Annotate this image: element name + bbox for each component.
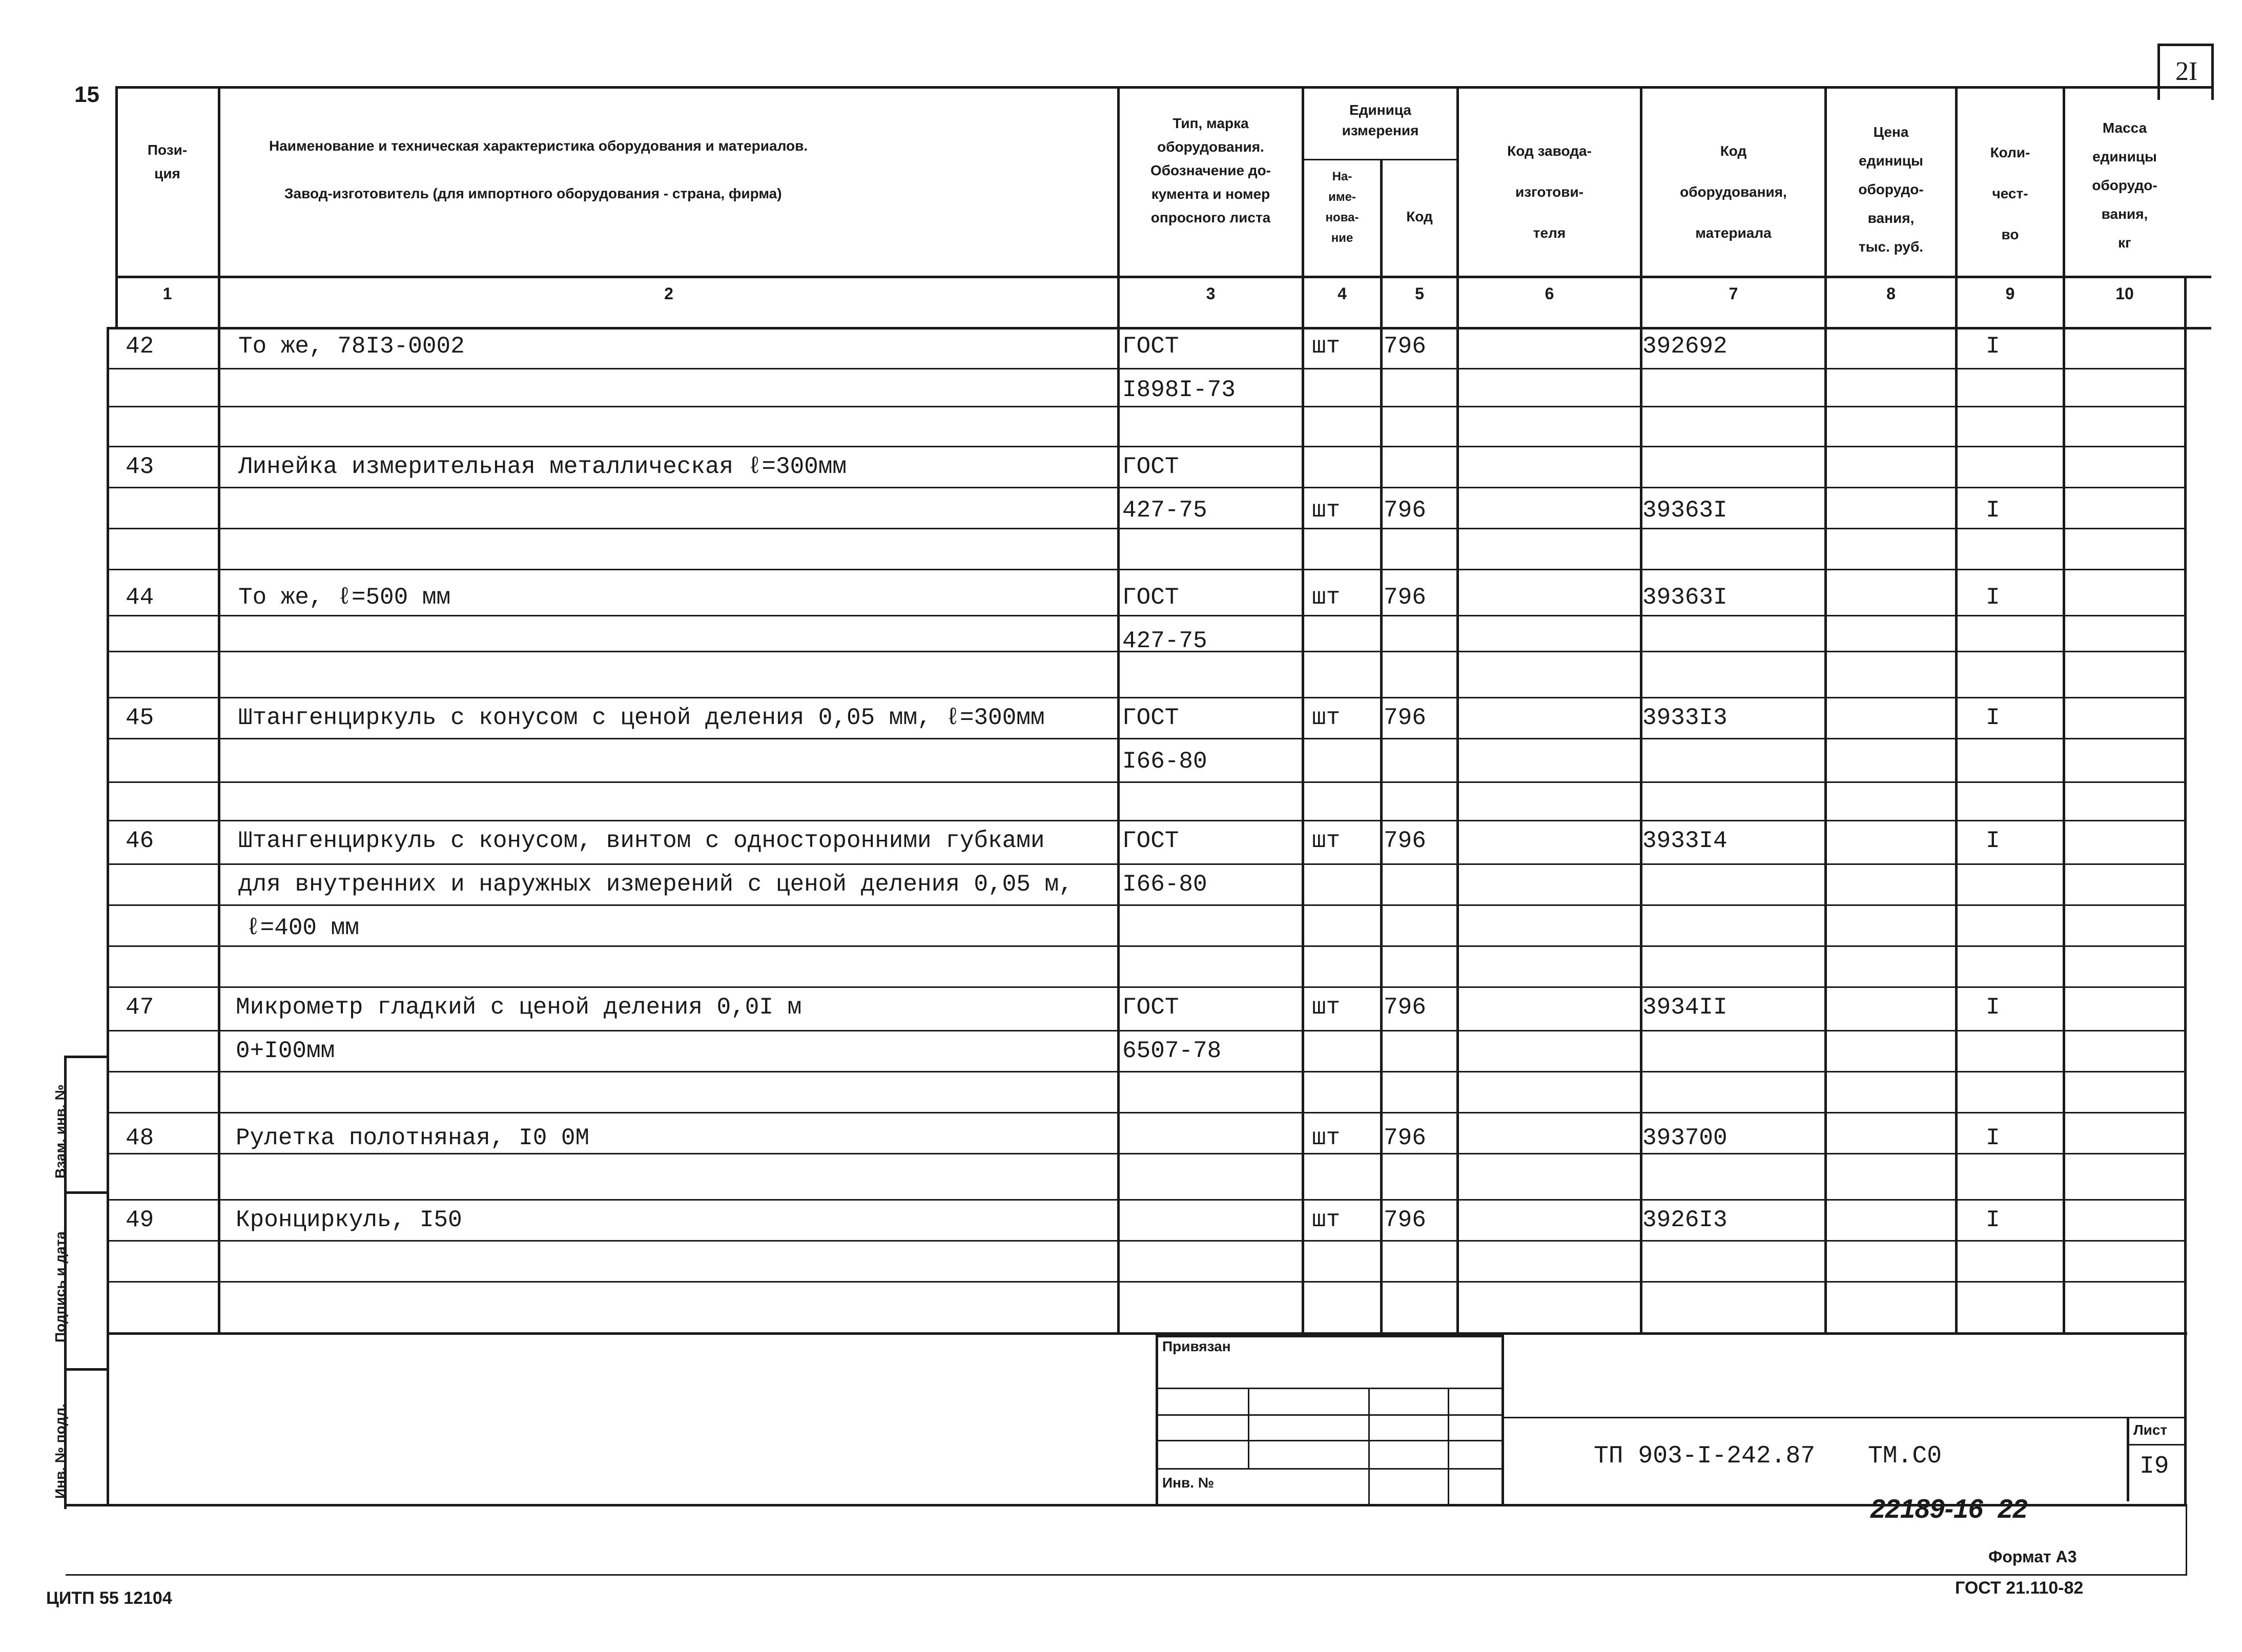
- colnum-10: 10: [2115, 284, 2134, 303]
- sheet-label: Лист: [2133, 1422, 2168, 1438]
- cell-name: Линейка измерительная металлическая ℓ=300мм: [238, 453, 847, 480]
- side-stamp-divider: [64, 1191, 108, 1194]
- sheet-number-top: 2I: [2175, 57, 2198, 86]
- cell-quantity: I: [1986, 497, 2000, 524]
- cell-doc: I66-80: [1122, 871, 1207, 898]
- cell-doc: 427-75: [1122, 497, 1207, 524]
- row-line: [108, 406, 2186, 407]
- row-line: [108, 820, 2186, 821]
- col-sep-9-10: [2063, 86, 2065, 1332]
- bottom-rule: [66, 1574, 2187, 1576]
- cell-position: 43: [126, 453, 154, 480]
- side-stamp-replace: Взам. инв. №: [52, 1084, 68, 1179]
- cell-name: То же, ℓ=500 мм: [238, 584, 451, 611]
- cell-material-code: 393700: [1642, 1125, 1727, 1151]
- archive-number: 22189-16 22: [1870, 1494, 2028, 1524]
- linked-line: [1156, 1388, 1501, 1389]
- cell-material-code: 3934II: [1642, 994, 1727, 1021]
- inv-no-label: Инв. №: [1162, 1475, 1215, 1491]
- cell-doc: ГОСТ: [1122, 333, 1179, 360]
- header-material-code: Код оборудования, материала: [1680, 143, 1787, 241]
- right-edge-line: [2186, 1504, 2187, 1576]
- header-price: Цена единицы оборудо- вания, тыс. руб.: [1858, 124, 1924, 255]
- header-unit-group: Единица измерения: [1342, 102, 1419, 138]
- cell-name: Штангенциркуль с конусом с ценой деления 0,05 мм, ℓ=300мм: [238, 705, 1045, 731]
- cell-doc: ГОСТ: [1122, 994, 1179, 1021]
- gost-label: ГОСТ 21.110-82: [1955, 1578, 2084, 1598]
- cell-unit: шт: [1312, 1207, 1341, 1233]
- cell-unit-code: 796: [1384, 994, 1426, 1021]
- row-line: [108, 697, 2186, 698]
- doc-code: ТП 903-I-242.87: [1594, 1442, 1816, 1470]
- cell-quantity: I: [1986, 1207, 2000, 1233]
- frame-right-line: [2184, 277, 2187, 1504]
- cell-material-code: 392692: [1642, 333, 1727, 360]
- side-stamp-divider: [64, 1368, 108, 1371]
- cell-unit: шт: [1312, 333, 1341, 360]
- cell-position: 42: [126, 333, 154, 360]
- cell-quantity: I: [1986, 584, 2000, 611]
- cell-material-code: 3933I4: [1642, 828, 1727, 854]
- side-stamp-sign-date: Подпись и дата: [52, 1231, 68, 1343]
- footer-left: ЦИТП 55 12104: [46, 1588, 172, 1608]
- colnum-3: 3: [1206, 284, 1216, 303]
- cell-unit: шт: [1312, 584, 1341, 611]
- linked-sep: [1248, 1388, 1249, 1470]
- cell-name: Штангенциркуль с конусом, винтом с односторонними губками: [238, 828, 1045, 854]
- row-line: [108, 1112, 2186, 1113]
- cell-quantity: I: [1986, 1125, 2000, 1151]
- cell-doc: ГОСТ: [1122, 828, 1179, 854]
- cell-position: 46: [126, 828, 154, 854]
- row-line: [108, 863, 2186, 865]
- linked-line: [1156, 1468, 1501, 1470]
- linked-sep: [1448, 1388, 1449, 1504]
- row-line: [108, 446, 2186, 447]
- col-sep-2-3: [1117, 86, 1120, 1332]
- row-line: [108, 781, 2186, 783]
- cell-unit: шт: [1312, 705, 1341, 731]
- row-line: [108, 1281, 2186, 1283]
- cell-quantity: I: [1986, 994, 2000, 1021]
- cell-position: 49: [126, 1207, 154, 1233]
- frame-top-line: [115, 86, 2211, 89]
- row-line: [108, 569, 2186, 570]
- cell-doc: I66-80: [1122, 748, 1207, 775]
- cell-doc: ГОСТ: [1122, 453, 1179, 480]
- side-stamp-inv-orig: Инв. № подл.: [52, 1403, 68, 1499]
- header-name-line1: Наименование и техническая характеристика оборудования и материалов.: [269, 138, 808, 154]
- linked-line: [1156, 1414, 1501, 1416]
- row-line: [108, 986, 2186, 988]
- col-sep-4-5: [1380, 159, 1383, 1332]
- table-bottom-line: [107, 1332, 2187, 1335]
- frame-bottom-line: [66, 1504, 2187, 1506]
- cell-doc: 427-75: [1122, 628, 1207, 654]
- row-line: [108, 487, 2186, 488]
- row-line: [108, 1240, 2186, 1242]
- cell-material-code: 3926I3: [1642, 1207, 1727, 1233]
- row-line: [108, 738, 2186, 739]
- row-line: [108, 1153, 2186, 1154]
- cell-unit-code: 796: [1384, 333, 1426, 360]
- colnum-4: 4: [1338, 284, 1347, 303]
- cell-material-code: 3933I3: [1642, 705, 1727, 731]
- cell-unit: шт: [1312, 828, 1341, 854]
- doc-suffix: ТМ.С0: [1868, 1442, 1942, 1470]
- col-sep-7-8: [1824, 86, 1827, 1332]
- cell-name: ℓ=400 мм: [246, 915, 359, 941]
- cell-position: 48: [126, 1125, 154, 1151]
- colnum-9: 9: [2005, 284, 2015, 303]
- header-mass: Масса единицы оборудо- вания, кг: [2092, 120, 2157, 251]
- cell-unit: шт: [1312, 994, 1341, 1021]
- cell-quantity: I: [1986, 333, 2000, 360]
- header-unit-code: Код: [1406, 209, 1433, 224]
- cell-name: для внутренних и наружных измерений с ценой деления 0,05 м,: [238, 871, 1073, 898]
- format-label: Формат А3: [1988, 1547, 2077, 1566]
- row-line: [108, 615, 2186, 616]
- row-line: [108, 945, 2186, 947]
- cell-unit-code: 796: [1384, 705, 1426, 731]
- sheet-number: I9: [2140, 1453, 2169, 1480]
- row-line: [108, 528, 2186, 529]
- row-line: [108, 1071, 2186, 1072]
- colnum-2: 2: [664, 284, 673, 303]
- cell-position: 44: [126, 584, 154, 611]
- header-bottom-line: [115, 276, 2211, 278]
- cell-name: Рулетка полотняная, I0 0М: [236, 1125, 590, 1151]
- cell-position: 47: [126, 994, 154, 1021]
- cell-unit-code: 796: [1384, 584, 1426, 611]
- colnum-6: 6: [1545, 284, 1554, 303]
- colnum-bottom-line: [108, 327, 2211, 329]
- col-sep-5-6: [1456, 86, 1459, 1332]
- title-block-line: [1501, 1417, 2186, 1418]
- cell-unit: шт: [1312, 1125, 1341, 1151]
- side-stamp: [64, 1056, 108, 1509]
- linked-sep: [1368, 1388, 1370, 1504]
- cell-quantity: I: [1986, 705, 2000, 731]
- row-line: [108, 904, 2186, 906]
- linked-label: Привязан: [1162, 1338, 1231, 1354]
- cell-doc: I898I-73: [1122, 377, 1236, 403]
- cell-doc: 6507-78: [1122, 1038, 1222, 1064]
- cell-unit-code: 796: [1384, 1125, 1426, 1151]
- cell-doc: ГОСТ: [1122, 705, 1179, 731]
- cell-name: 0+I00мм: [236, 1038, 335, 1064]
- cell-name: Микрометр гладкий с ценой деления 0,0I м: [236, 994, 802, 1021]
- cell-name: Кронциркуль, I50: [236, 1207, 462, 1233]
- col-sep-8-9: [1955, 86, 1958, 1332]
- sheet-box-line: [2127, 1444, 2186, 1446]
- page-number-left: 15: [74, 82, 99, 107]
- header-name-line2: Завод-изготовитель (для импортного оборудования - страна, фирма): [284, 185, 782, 201]
- cell-unit-code: 796: [1384, 1207, 1426, 1233]
- header-plant-code: Код завода- изготови- теля: [1507, 143, 1592, 241]
- colnum-1: 1: [162, 284, 172, 303]
- cell-name: То же, 78I3-0002: [238, 333, 465, 360]
- row-line: [108, 368, 2186, 369]
- cell-unit-code: 796: [1384, 828, 1426, 854]
- cell-material-code: 39363I: [1642, 497, 1727, 524]
- col-sep-1-2: [218, 86, 220, 1332]
- colnum-8: 8: [1886, 284, 1896, 303]
- header-type-doc: Тип, марка оборудования. Обозначение до- кумента и номер опросного листа: [1150, 115, 1271, 225]
- colnum-5: 5: [1415, 284, 1424, 303]
- row-line: [108, 1030, 2186, 1031]
- colnum-7: 7: [1729, 284, 1738, 303]
- header-quantity: Коли- чест- во: [1990, 144, 2030, 242]
- header-unit-name: На- име- нова- ние: [1325, 170, 1359, 245]
- header-position: Пози- ция: [147, 142, 188, 181]
- cell-position: 45: [126, 705, 154, 731]
- cell-material-code: 39363I: [1642, 584, 1727, 611]
- cell-unit-code: 796: [1384, 497, 1426, 524]
- cell-quantity: I: [1986, 828, 2000, 854]
- cell-unit: шт: [1312, 497, 1341, 524]
- cell-doc: ГОСТ: [1122, 584, 1179, 611]
- linked-line: [1156, 1440, 1501, 1441]
- col-sep-3-4: [1302, 86, 1304, 1332]
- row-line: [108, 1199, 2186, 1201]
- unit-subheader-line: [1302, 159, 1456, 160]
